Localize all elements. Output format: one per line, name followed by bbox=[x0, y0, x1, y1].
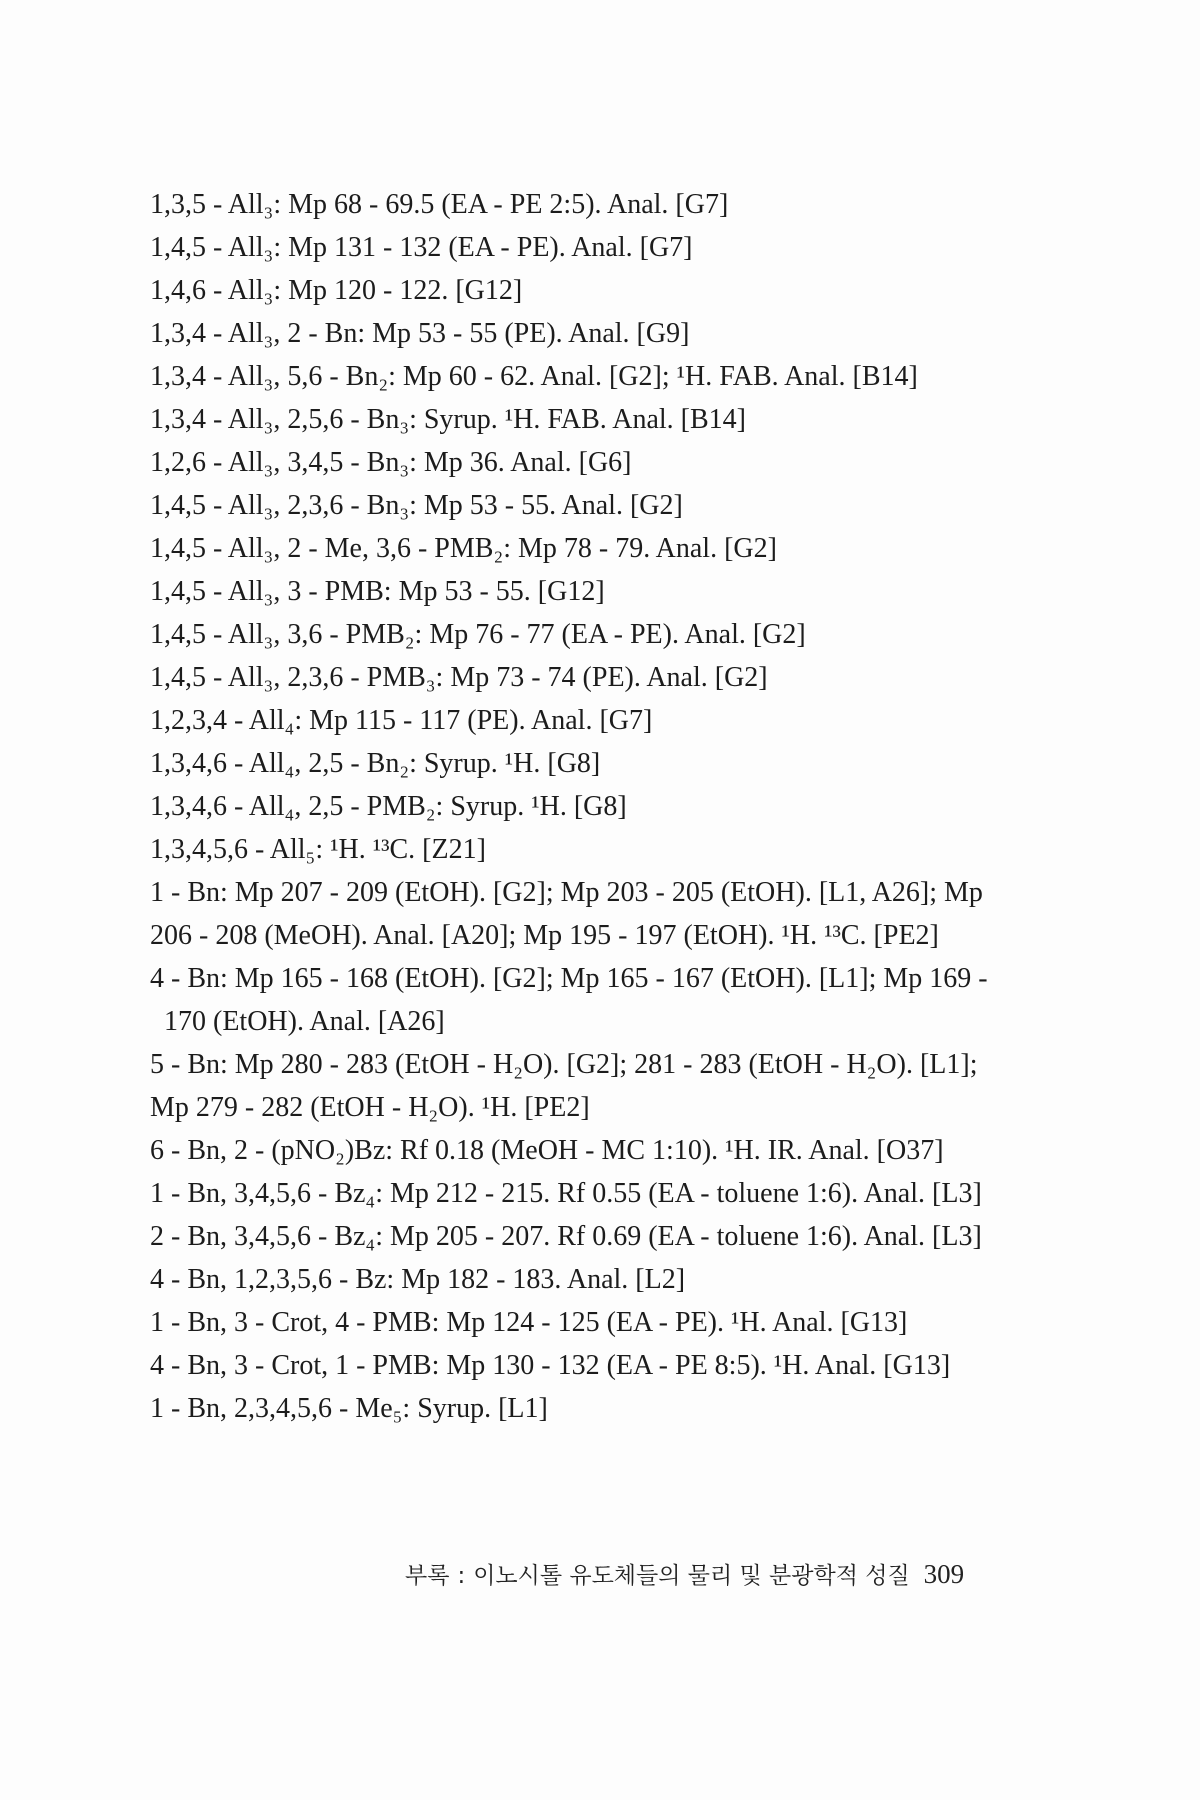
entry-line-2: Mp 279 - 282 (EtOH - H₂O). ¹H. [PE2] bbox=[150, 1092, 590, 1123]
compound-entry: 1,3,4 - All₃, 5,6 - Bn₂: Mp 60 - 62. Anal. [G2]; ¹H. FAB. Anal. [B14] bbox=[150, 361, 918, 392]
compound-entry-multiline bbox=[150, 871, 1050, 957]
compound-entry: 1,4,5 - All₃, 2,3,6 - Bn₃: Mp 53 - 55. Anal. [G2] bbox=[150, 490, 683, 521]
compound-entry: 1,4,6 - All₃: Mp 120 - 122. [G12] bbox=[150, 275, 523, 306]
compound-entry: 1,4,5 - All₃, 2 - Me, 3,6 - PMB₂: Mp 78 - 79. Anal. [G2] bbox=[150, 533, 777, 564]
compound-entry: 2 - Bn, 3,4,5,6 - Bz₄: Mp 205 - 207. Rf 0.69 (EA - toluene 1:6). Anal. [L3] bbox=[150, 1221, 982, 1252]
compound-entry: 6 - Bn, 2 - (pNO₂)Bz: Rf 0.18 (MeOH - MC 1:10). ¹H. IR. Anal. [O37] bbox=[150, 1135, 944, 1166]
compound-entry: 1,3,4,6 - All₄, 2,5 - PMB₂: Syrup. ¹H. [G8] bbox=[150, 791, 627, 822]
compound-entry: 1 - Bn, 2,3,4,5,6 - Me₅: Syrup. [L1] bbox=[150, 1393, 548, 1424]
compound-entry: 1 - Bn, 3,4,5,6 - Bz₄: Mp 212 - 215. Rf 0.55 (EA - toluene 1:6). Anal. [L3] bbox=[150, 1178, 982, 1209]
entry-line-2: 170 (EtOH). Anal. [A26] bbox=[164, 1006, 445, 1037]
entry-line-1: 5 - Bn: Mp 280 - 283 (EtOH - H₂O). [G2]; 281 - 283 (EtOH - H₂O). [L1]; bbox=[150, 1049, 978, 1080]
running-footer bbox=[405, 1557, 1005, 1590]
compound-entry: 4 - Bn, 3 - Crot, 1 - PMB: Mp 130 - 132 (EA - PE 8:5). ¹H. Anal. [G13] bbox=[150, 1350, 951, 1381]
footer-section-label: 부록 bbox=[405, 1563, 450, 1589]
compound-entry: 1,3,4,5,6 - All₅: ¹H. ¹³C. [Z21] bbox=[150, 834, 486, 865]
compound-entry: 1 - Bn, 3 - Crot, 4 - PMB: Mp 124 - 125 (EA - PE). ¹H. Anal. [G13] bbox=[150, 1307, 908, 1338]
compound-entry: 1,4,5 - All₃, 3,6 - PMB₂: Mp 76 - 77 (EA - PE). Anal. [G2] bbox=[150, 619, 806, 650]
compound-entry-list bbox=[150, 183, 1050, 1430]
entry-line-2: 206 - 208 (MeOH). Anal. [A20]; Mp 195 - 197 (EtOH). ¹H. ¹³C. [PE2] bbox=[150, 920, 939, 951]
compound-entry-multiline bbox=[150, 1043, 1050, 1129]
compound-entry: 1,2,3,4 - All₄: Mp 115 - 117 (PE). Anal. [G7] bbox=[150, 705, 653, 736]
footer-chapter-title: 이노시톨 유도체들의 물리 및 분광학적 성질 bbox=[473, 1563, 910, 1589]
entry-line-1: 4 - Bn: Mp 165 - 168 (EtOH). [G2]; Mp 165 - 167 (EtOH). [L1]; Mp 169 - bbox=[150, 963, 988, 994]
compound-entry-multiline bbox=[150, 957, 1050, 1043]
compound-entry: 4 - Bn, 1,2,3,5,6 - Bz: Mp 182 - 183. Anal. [L2] bbox=[150, 1264, 686, 1295]
page-number: 309 bbox=[923, 1559, 965, 1589]
compound-entry: 1,3,4,6 - All₄, 2,5 - Bn₂: Syrup. ¹H. [G8] bbox=[150, 748, 601, 779]
footer-separator: : bbox=[457, 1563, 466, 1589]
compound-entry: 1,4,5 - All₃, 2,3,6 - PMB₃: Mp 73 - 74 (PE). Anal. [G2] bbox=[150, 662, 768, 693]
entry-line-1: 1 - Bn: Mp 207 - 209 (EtOH). [G2]; Mp 203 - 205 (EtOH). [L1, A26]; Mp bbox=[150, 877, 983, 908]
compound-entry: 1,2,6 - All₃, 3,4,5 - Bn₃: Mp 36. Anal. [G6] bbox=[150, 447, 632, 478]
compound-entry: 1,3,4 - All₃, 2,5,6 - Bn₃: Syrup. ¹H. FAB. Anal. [B14] bbox=[150, 404, 746, 435]
compound-entry: 1,3,5 - All₃: Mp 68 - 69.5 (EA - PE 2:5). Anal. [G7] bbox=[150, 189, 729, 220]
compound-entry: 1,4,5 - All₃: Mp 131 - 132 (EA - PE). Anal. [G7] bbox=[150, 232, 693, 263]
compound-entry: 1,4,5 - All₃, 3 - PMB: Mp 53 - 55. [G12] bbox=[150, 576, 605, 607]
compound-entry: 1,3,4 - All₃, 2 - Bn: Mp 53 - 55 (PE). Anal. [G9] bbox=[150, 318, 690, 349]
